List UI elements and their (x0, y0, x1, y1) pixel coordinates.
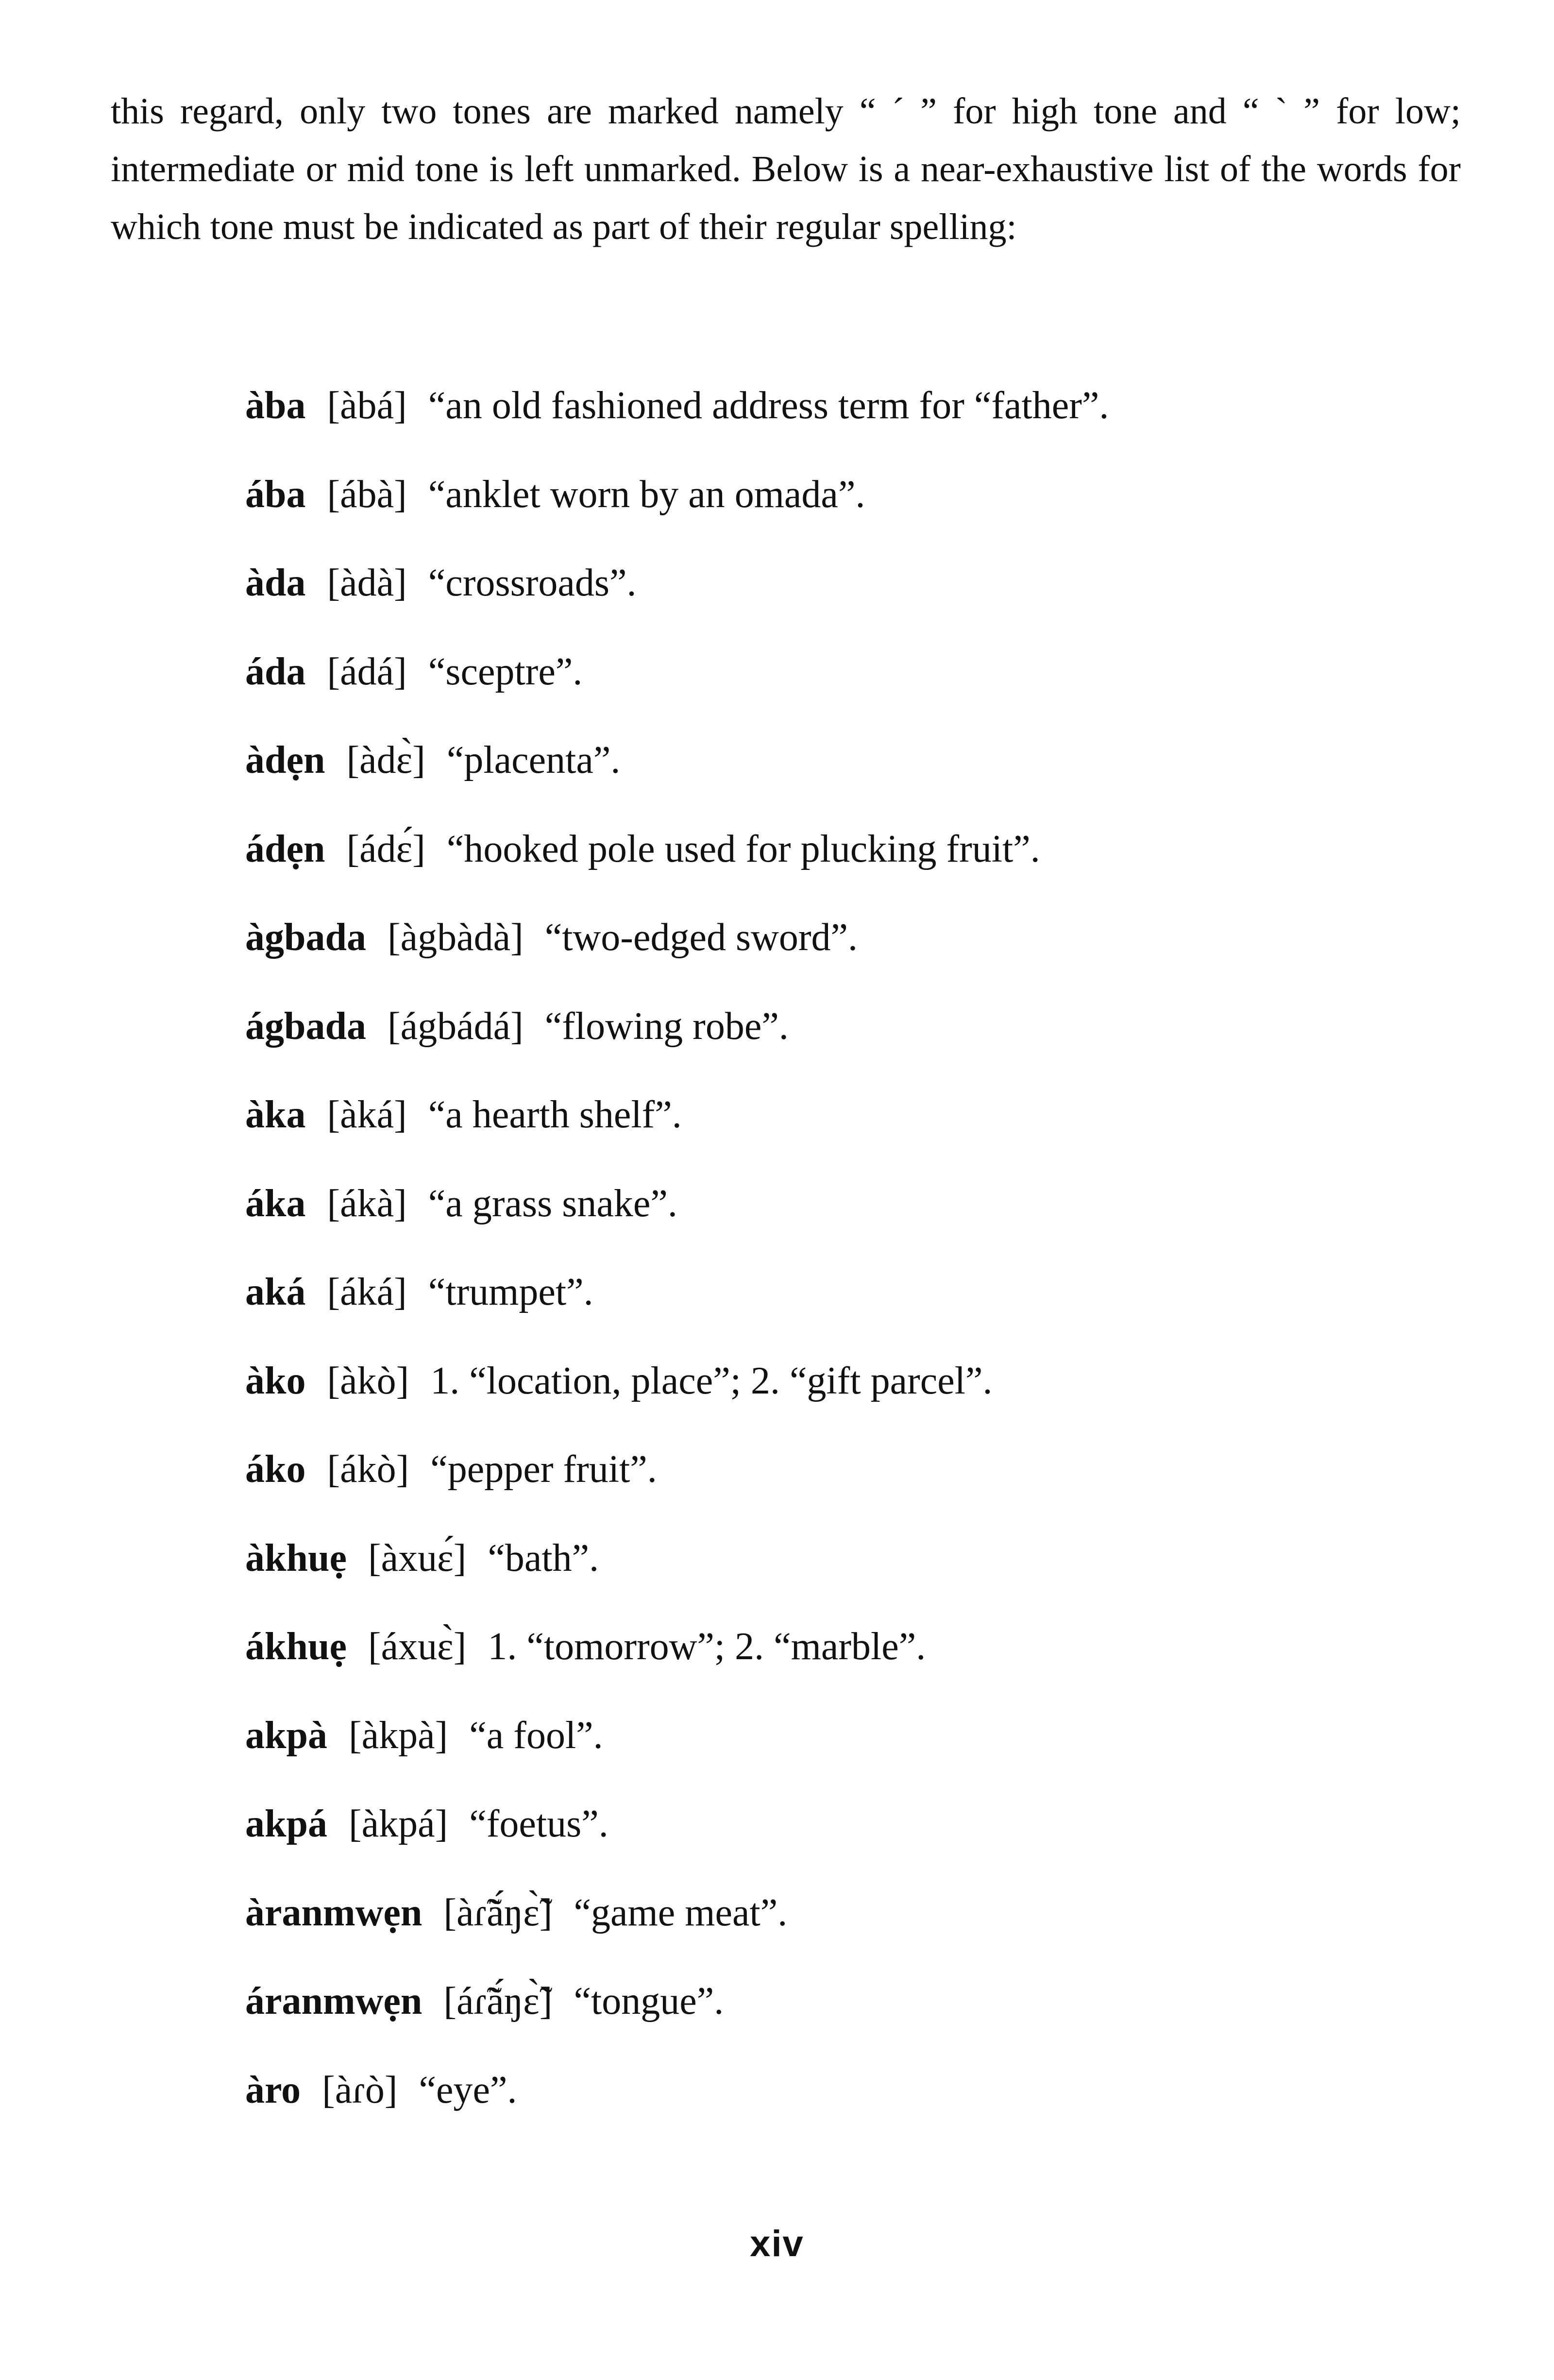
entry-row (245, 913, 1411, 1002)
entry-headword: akpà (245, 1714, 327, 1757)
entry-transcription: [àdà] (327, 561, 407, 604)
entry-transcription: [àgbàdà] (387, 916, 524, 959)
entry-gloss: “trumpet”. (428, 1271, 593, 1313)
entry-row (245, 825, 1411, 914)
entry-gloss: “crossroads”. (428, 561, 637, 604)
entry-gloss: “game meat”. (574, 1891, 788, 1934)
entry-gloss: “placenta”. (446, 739, 621, 782)
entry-row (245, 1268, 1411, 1357)
entry-headword: áka (245, 1182, 306, 1225)
entry-headword: àgbada (245, 916, 366, 959)
entry-headword: àro (245, 2068, 301, 2111)
entry-row (245, 559, 1411, 647)
entry-transcription: [àká] (327, 1093, 407, 1136)
entry-transcription: [ákà] (327, 1182, 407, 1225)
entry-transcription: [àɾò] (322, 2068, 398, 2111)
entry-gloss: “anklet worn by an omada”. (428, 473, 865, 516)
entry-row (245, 1002, 1411, 1091)
entry-row (245, 1622, 1411, 1711)
entry-headword: àda (245, 561, 306, 604)
entry-gloss: “two-edged sword”. (544, 916, 858, 959)
entry-transcription: [ágbádá] (387, 1004, 524, 1048)
entry-gloss: “a hearth shelf”. (428, 1093, 682, 1136)
entry-gloss: “foetus”. (469, 1802, 608, 1845)
entry-transcription: [àbá] (327, 384, 407, 427)
entry-transcription: [àxuɛ́] (368, 1536, 467, 1580)
entry-headword: akpá (245, 1802, 327, 1845)
entry-row (245, 1977, 1411, 2066)
page-number: xiv (750, 2223, 804, 2264)
entry-headword: àko (245, 1359, 306, 1402)
entry-gloss: 1. “location, place”; 2. “gift parcel”. (430, 1359, 993, 1402)
entry-row (245, 2066, 1411, 2155)
entry-row (245, 381, 1411, 470)
entry-transcription: [àdɛ̀] (346, 739, 425, 782)
entry-transcription: [áɾ̃ã́ŋɛ̃̀] (443, 1980, 553, 2023)
entry-transcription: [áká] (327, 1271, 407, 1313)
entry-headword: áranmwẹn (245, 1980, 422, 2023)
entry-row (245, 1179, 1411, 1268)
entry-headword: àdẹn (245, 739, 325, 782)
entry-row (245, 1800, 1411, 1888)
entry-row (245, 647, 1411, 736)
entry-transcription: [ákò] (327, 1448, 409, 1491)
entry-transcription: [ábà] (327, 473, 407, 516)
entry-transcription: [àɾ̃ã́ŋɛ̃̀] (443, 1891, 553, 1934)
entry-row (245, 1445, 1411, 1534)
entry-row (245, 736, 1411, 825)
entry-headword: ádẹn (245, 827, 325, 870)
entry-gloss: “a fool”. (469, 1714, 603, 1757)
entry-headword: aká (245, 1271, 306, 1313)
entry-transcription: [àkò] (327, 1359, 409, 1402)
entry-transcription: [áxuɛ̀] (368, 1625, 467, 1668)
entry-gloss: “flowing robe”. (544, 1004, 789, 1048)
entry-transcription: [ádá] (327, 650, 407, 693)
entry-headword: ágbada (245, 1004, 366, 1048)
entry-gloss: “sceptre”. (428, 650, 583, 693)
entry-headword: àka (245, 1093, 306, 1136)
entry-row (245, 1534, 1411, 1623)
entry-gloss: “eye”. (419, 2068, 517, 2111)
entry-row (245, 1357, 1411, 1445)
entry-gloss: “a grass snake”. (428, 1182, 677, 1225)
entry-transcription: [àkpá] (348, 1802, 448, 1845)
entry-gloss: 1. “tomorrow”; 2. “marble”. (488, 1625, 926, 1668)
entry-row (245, 1090, 1411, 1179)
entry-transcription: [àkpà] (348, 1714, 448, 1757)
entry-row (245, 1888, 1411, 1977)
entry-row (245, 470, 1411, 559)
intro-paragraph: this regard, only two tones are marked namely “ ´ ” for high tone and “ ` ” for low; intermediate or mid tone is left unmarked. Below is a near-exhaustive list of the words for which tone must be indicated as part of their regular spelling: (111, 91, 1461, 247)
tone-word-list (245, 381, 1411, 2154)
entry-headword: àranmwẹn (245, 1891, 422, 1934)
entry-headword: áda (245, 650, 306, 693)
entry-headword: ába (245, 473, 306, 516)
entry-row (245, 1711, 1411, 1800)
entry-gloss: “an old fashioned address term for “father”. (428, 384, 1109, 427)
entry-headword: àkhuẹ (245, 1536, 347, 1580)
entry-gloss: “hooked pole used for plucking fruit”. (446, 827, 1040, 870)
entry-headword: àba (245, 384, 306, 427)
entry-headword: ákhuẹ (245, 1625, 347, 1668)
entry-transcription: [ádɛ́] (346, 827, 425, 870)
entry-gloss: “pepper fruit”. (430, 1448, 657, 1491)
entry-gloss: “bath”. (488, 1536, 599, 1580)
entry-headword: áko (245, 1448, 306, 1491)
entry-gloss: “tongue”. (574, 1980, 724, 2023)
